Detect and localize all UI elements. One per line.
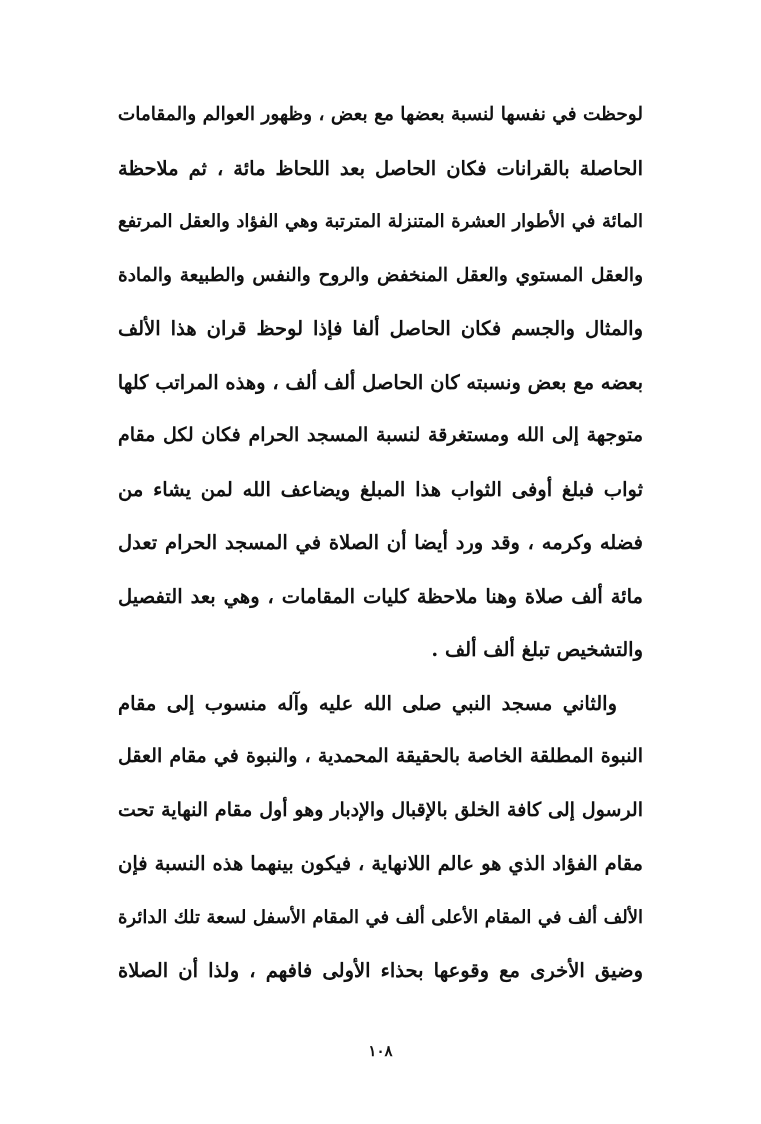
text-line: وضيق الأخرى مع وقوعها بحذاء الأولى فافهم ، ولذا أن الصلاة [118,959,643,982]
body-text [118,88,643,998]
text-line: الألف ألف في المقام الأعلى ألف في المقام الأسفل لسعة تلك الدائرة [118,906,643,928]
text-line: فضله وكرمه ، وقد ورد أيضا أن الصلاة في المسجد الحرام تعدل [118,531,643,554]
text-line: مقام الفؤاد الذي هو عالم اللانهاية ، فيكون بينهما هذه النسبة فإن [118,852,643,875]
text-line: والتشخيص تبلغ ألف ألف . [431,638,643,661]
text-line: المائة في الأطوار العشرة المتنزلة المترتبة وهي الفؤاد والعقل المرتفع [118,211,643,232]
text-line: متوجهة إلى الله ومستغرقة لنسبة المسجد الحرام فكان لكل مقام [118,424,643,446]
page-number: ١٠٨ [368,1042,393,1060]
text-line: والعقل المستوي والعقل المنخفض والروح والنفس والطبيعة والمادة [118,264,643,286]
paragraph-2 [118,677,643,998]
text-line: الحاصلة بالقرانات فكان الحاصل بعد اللحاظ مائة ، ثم ملاحظة [118,156,643,180]
text-line: ثواب فبلغ أوفى الثواب هذا المبلغ ويضاعف الله لمن يشاء من [118,477,643,501]
paragraph-1 [118,88,643,677]
text-line: بعضه مع بعض ونسبته كان الحاصل ألف ألف ، وهذه المراتب كلها [118,370,643,394]
text-line: مائة ألف صلاة وهنا ملاحظة كليات المقامات ، وهي بعد التفصيل [118,584,643,608]
text-line: والثاني مسجد النبي صلى الله عليه وآله منسوب إلى مقام [118,691,617,715]
text-line: الرسول إلى كافة الخلق بالإقبال والإدبار وهو أول مقام النهاية تحت [118,798,643,821]
text-line: والمثال والجسم فكان الحاصل ألفا فإذا لوحظ قران هذا الألف [118,317,643,340]
text-line: لوحظت في نفسها لنسبة بعضها مع بعض ، وظهور العوالم والمقامات [118,104,643,125]
text-line: النبوة المطلقة الخاصة بالحقيقة المحمدية ، والنبوة في مقام العقل [118,745,643,767]
